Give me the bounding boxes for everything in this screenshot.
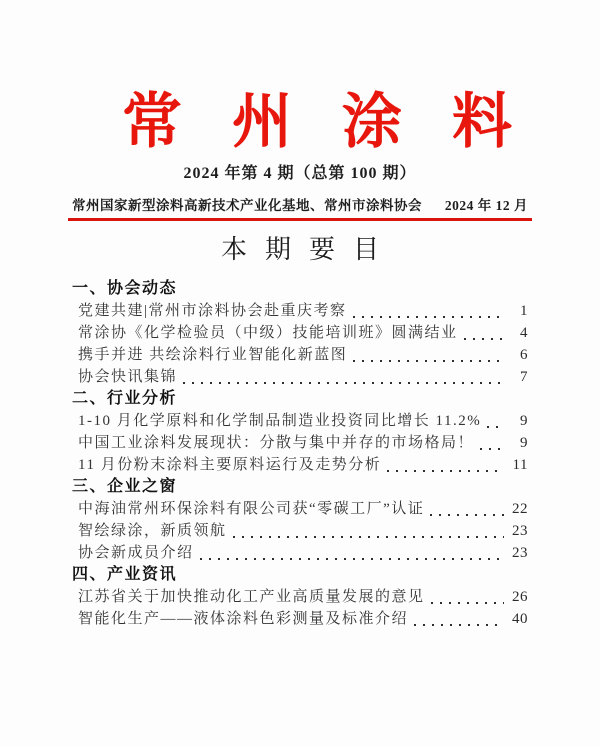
magazine-title: 常州涂料 [122, 89, 562, 155]
issue-line: 2024 年第 4 期（总第 100 期） [183, 165, 417, 182]
toc-entry-page: 23 [512, 522, 528, 539]
toc-entry-page: 26 [512, 588, 528, 605]
toc-entry [72, 344, 528, 366]
toc-section-heading: 四、产业资讯 [72, 565, 178, 583]
toc-entry-page: 40 [512, 610, 528, 627]
toc-entry-title: 常涂协《化学检验员（中级）技能培训班》圆满结业 [78, 324, 458, 341]
toc-entry-title: 携手并进 共绘涂料行业智能化新蓝图 [78, 346, 348, 363]
toc-entry [72, 410, 528, 432]
toc-heading: 本期要目 [220, 233, 397, 264]
toc-entry-page: 9 [520, 434, 528, 451]
toc-entry-title: 11 月份粉末涂料主要原料运行及走势分析 [78, 456, 382, 473]
dot-leader [487, 426, 504, 428]
toc-entry-title: 江苏省关于加快推动化工产业高质量发展的意见 [78, 588, 425, 605]
dot-leader [233, 536, 504, 538]
dot-leader [431, 602, 504, 604]
toc-entry [72, 322, 528, 344]
toc-entry-title: 中国工业涂料发展现状：分散与集中并存的市场格局！ [78, 434, 475, 451]
dot-leader [200, 558, 504, 560]
toc-entry [72, 300, 528, 322]
toc-entry-title: 中海油常州环保涂料有限公司获“零碳工厂”认证 [78, 500, 425, 517]
toc-entry-title: 智绘绿涂，新质领航 [78, 522, 227, 539]
publisher-row [72, 198, 528, 214]
dot-leader [353, 316, 504, 318]
toc-entry-page: 9 [520, 412, 528, 429]
toc-entry-title: 1-10 月化学原料和化学制品制造业投资同比增长 11.2% [78, 412, 482, 429]
toc-entry-page: 1 [520, 302, 528, 319]
dot-leader [353, 360, 504, 362]
toc-entry [72, 454, 528, 476]
dot-leader [387, 470, 504, 472]
toc-entry [72, 366, 528, 388]
dot-leader [183, 382, 504, 384]
dot-leader [464, 338, 504, 340]
dot-leader [430, 514, 504, 516]
toc-entry [72, 520, 528, 542]
toc-entry-title: 党建共建|常州市涂料协会赴重庆考察 [78, 302, 347, 319]
dot-leader [480, 448, 504, 450]
publisher-name: 常州国家新型涂料高新技术产业化基地、常州市涂料协会 [72, 198, 422, 213]
toc-entry-page: 6 [520, 346, 528, 363]
toc-entry [72, 498, 528, 520]
toc-entry-title: 协会新成员介绍 [78, 544, 194, 561]
dot-leader [414, 624, 504, 626]
toc-entry [72, 542, 528, 564]
toc-entry-page: 22 [512, 500, 528, 517]
toc-entry-page: 11 [512, 456, 528, 473]
toc-entry-title: 智能化生产——液体涂料色彩测量及标准介绍 [78, 610, 409, 627]
toc-entry-page: 23 [512, 544, 528, 561]
toc-entry-page: 7 [520, 368, 528, 385]
toc-entry [72, 432, 528, 454]
publication-date: 2024 年 12 月 [444, 198, 528, 213]
toc-entry [72, 586, 528, 608]
toc-entry-title: 协会快讯集锦 [78, 368, 178, 385]
red-divider [68, 218, 532, 221]
toc-entry [72, 608, 528, 630]
table-of-contents [72, 278, 528, 630]
toc-section-heading: 二、行业分析 [72, 389, 178, 407]
toc-section-heading: 三、企业之窗 [72, 477, 178, 495]
toc-section-heading: 一、协会动态 [72, 279, 178, 297]
toc-entry-page: 4 [520, 324, 528, 341]
